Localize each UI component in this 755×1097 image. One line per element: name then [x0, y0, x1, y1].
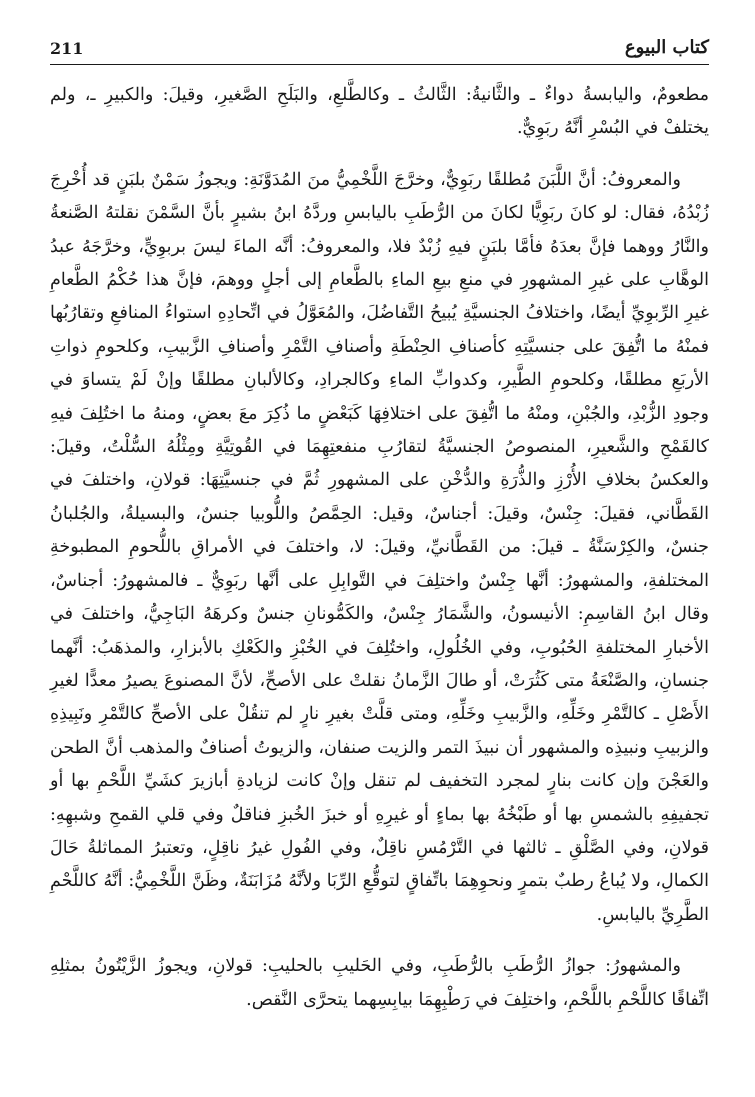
page-number: 211	[50, 39, 84, 58]
main-text	[50, 79, 709, 1017]
paragraph-2: والمعروفُ: أنَّ اللَّبَنَ مُطلقًا ربَوِيٌّ، وخرَّجَ اللَّخْمِيُّ منَ المُدَوَّنَةِ: ويجوزُ سَمْنٌ بلبَنٍ قد أُخْرِجَ زُبْدُهُ، فقال: لو كانَ ربَوِيًّا لكانَ من الرُّطَبِ باليابسِ وردَّهُ ابنُ بشيرٍ بأنَّ السَّمْنَ نقلتهُ الصَّنعةُ والنَّارُ ووهما فإنَّ بعدَهُ فأمَّا بلبَنٍ فيهِ زُبْدٌ فلا، والمعروفُ: أنَّه الماءَ ليسَ بربوِيٍّ، وخرَّجَهُ عبدُ الوهَّابِ على غيرِ المشهورِ في منعِ بيعِ الماءِ بالطَّعامِ إلى أجلٍ ووهمَ، فإنَّ هذا حُكْمُ الطَّعامِ غيرِ الرِّبوِيِّ أيضًا، واختلافُ الجنسيَّةِ يُبيحُ التَّفاضُلَ، والمُعَوَّلُ في اتِّحادِهِ استواءُ المنافعِ وتقارُبُها فمنْهُ ما اتُّفِقَ على جنسيَّتِهِ كأصنافِ الحِنْطَةِ وأصنافِ التَّمْرِ وأصنافِ الزَّبيبِ، وكلحومِ ذواتِ الأربَعِ مطلقًا، وكلحومِ الطَّيرِ، وكدوابِّ الماءِ وكالجرادِ، وكالألبانِ مطلقًا وإنْ لَمْ يتساوَ في وجودِ الزُّبْدِ، والجُبْنِ، ومنْهُ ما اتُّفِقَ على اختلافِهَا كَبَعْضٍ ما ذُكِرَ معَ بعضٍ، ومنهُ ما اختُلِفَ فيهِ كالقَمْحِ والشَّعيرِ، المنصوصُ الجنسيَّةُ لتقارُبِ منفعتِهِمَا في القُوتِيَّةِ ومِثْلُهُ السُّلْتُ، وقيلَ: والعكسُ بخلافِ الأُرْزِ والذُّرَةِ والدُّخْنِ على المشهورِ ثُمَّ في جنسيَّتِهَا: قولانِ، واختلفَ في القَطَّاني، فقيلَ: جِنْسٌ، وقيلَ: أجناسٌ، وقيل: الحِمَّصُ واللُّوبيا جنسٌ، والبسيلةُ، والجُلبانُ جنسٌ، والكِرْسَنَّةُ ـ قيلَ: من القَطَّانيِّ، وقيلَ: لا، واختلفَ في الأمراقِ باللُّحومِ المطبوخةِ المختلفةِ، والمشهورُ: أنَّها جِنْسٌ واختلِفَ في التَّوابِلِ على أنَّها ربَوِيٌّ ـ فالمشهورُ: أجناسٌ، وقال ابنُ القاسِمِ: الأنيسونُ، والشَّمَارُ جِنْسٌ، والكَمُّونانِ جنسٌ وكرهَهُ البَاجِيُّ، واختلفَ في الأخبارِ المختلفةِ الحُبُوبِ، وفي الخُلُولِ، واختُلِفَ في الخُبْزِ والكَعْكِ بالأبزارِ، والمذهَبُ: أنَّهما جنسانِ، والصَّنْعَةُ متى كَثُرَتْ، أو طالَ الزَّمانُ نقلتْ على الأصحِّ، لأنَّ المصنوعَ يصيرُ معدًّا لغيرِ الأَصْلِ ـ كالتَّمْرِ وخَلِّهِ، والزَّبيبِ وخَلِّهِ، ومتى قلَّتْ بغيرِ نارٍ لم تنقُلْ على الأصحِّ كالتَّمْرِ ونَبِيذِهِ والزبيبِ ونبيذِه والمشهور أن نبيذَ التمر والزيت صنفان، والزيوتُ أصنافٌ والمذهب أنَّ الطحن والعَجْنَ وإن كانت بنارٍ لمجرد التخفيف لم تنقل وإنْ كانت لزيادةِ أبازيرَ كشَيِّ اللَّحْمِ بها أو تجفيفِهِ بالشمسِ بها أو طَبْخُهُ بها بماءٍ أو غيرِهِ أو خبزَ الخُبزِ فناقلٌ وفي قلي القمحِ وشبهِهِ: قولانِ، وفي الصَّلْقِ ـ ثالثها في التَّرْمُسِ ناقِلٌ، وفي الفُولِ غيرُ ناقِلٍ، وتعتبرُ المماثلةُ حَالَ الكمالِ، ولا يُباعُ رطبٌ بتمرٍ ونحوِهِمَا باتِّفاقٍ لتوقُّعِ الرِّبَا ولأنَّهُ مُزَابَنَةٌ، وظَنَّ اللَّخْمِيُّ: أنَّهُ كاللَّحْمِ الطَّرِيِّ باليابسِ.	[50, 169, 709, 925]
paragraph-1: مطعومٌ، واليابسةُ دواءٌ ـ والثَّانيةُ: الثَّالثُ ـ وكالطَّلعِ، والبَلَحِ الصَّغيرِ، وقيلَ: والكبيرِ ـ، ولم يختلفْ في البُسْرِ أنَّهُ ربَوِيٌّ.	[50, 85, 709, 139]
page-header	[50, 28, 709, 65]
paragraph-3: والمشهورُ: جوازُ الرُّطَبِ بالرُّطَبِ، وفي الحَليبِ بالحليبِ: قولانِ، ويجوزُ الزَّيْتُونُ بمثلِهِ اتِّفاقًا كاللَّحْمِ باللَّحْمِ، واختلِفَ في رَطْبِهِمَا بيابِسِهما يتحرَّى النَّقص.	[50, 956, 709, 1010]
running-title: كتاب البيوع	[624, 37, 709, 58]
